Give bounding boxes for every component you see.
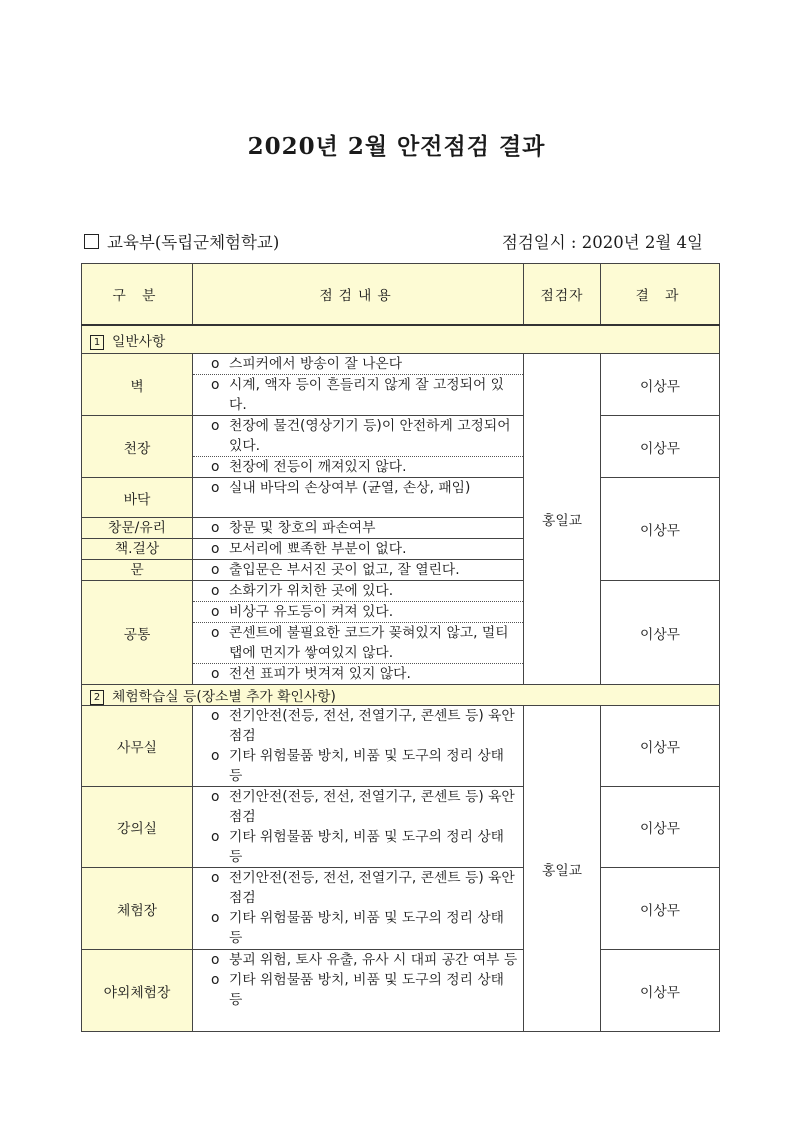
content-cell	[193, 354, 524, 416]
table-row	[82, 787, 720, 868]
table-row	[82, 706, 720, 787]
check-item: o 천장에 전등이 깨져있지 않다.	[193, 457, 523, 477]
category-cell: 체험장	[82, 868, 193, 950]
check-item: o 시계, 액자 등이 흔들리지 않게 잘 고정되어 있다.	[193, 375, 523, 415]
check-item: o 콘센트에 불필요한 코드가 꽂혀있지 않고, 멀티탭에 먼지가 쌓여있지 않다.	[193, 623, 523, 664]
table-row	[82, 478, 720, 518]
result-cell: 이상무	[601, 787, 720, 868]
category-cell: 벽	[82, 354, 193, 416]
check-item: o 실내 바닥의 손상여부 (균열, 손상, 패임)	[193, 478, 523, 498]
checkbox-icon	[84, 234, 99, 249]
check-item: o 붕괴 위험, 토사 유출, 유사 시 대피 공간 여부 등	[193, 950, 523, 970]
check-item: o 전선 표피가 벗겨져 있지 않다.	[193, 664, 523, 684]
content-cell	[193, 560, 524, 581]
result-cell: 이상무	[601, 868, 720, 950]
inspector-cell: 홍일교	[524, 706, 601, 1032]
result-cell: 이상무	[601, 354, 720, 416]
section-number: 1	[90, 335, 104, 350]
org-name: 교육부(독립군체험학교)	[107, 233, 280, 252]
category-cell: 책.걸상	[82, 539, 193, 560]
check-item: o 전기안전(전등, 전선, 전열기구, 콘센트 등) 육안점검	[193, 787, 523, 827]
check-item: o 출입문은 부서진 곳이 없고, 잘 열린다.	[193, 560, 523, 580]
check-item: o 창문 및 창호의 파손여부	[193, 518, 523, 538]
section-locations	[82, 685, 720, 706]
check-item: o 비상구 유도등이 켜져 있다.	[193, 602, 523, 623]
header-category: 구 분	[82, 264, 193, 326]
content-cell	[193, 518, 524, 539]
check-item: o 기타 위험물품 방치, 비품 및 도구의 정리 상태 등	[193, 746, 523, 786]
content-cell	[193, 787, 524, 868]
check-item: o 소화기가 위치한 곳에 있다.	[193, 581, 523, 602]
section-number: 2	[90, 690, 104, 705]
table-header	[82, 264, 720, 326]
content-cell	[193, 539, 524, 560]
org-line	[84, 229, 279, 253]
page-title: 2020년 2월 안전점검 결과	[247, 133, 546, 160]
check-item: o 기타 위험물품 방치, 비품 및 도구의 정리 상태 등	[193, 827, 523, 867]
content-cell	[193, 868, 524, 950]
table-row	[82, 950, 720, 1032]
section-label: 일반사항	[112, 333, 166, 350]
check-item: o 모서리에 뾰족한 부분이 없다.	[193, 539, 523, 559]
content-cell	[193, 478, 524, 518]
content-cell	[193, 416, 524, 478]
result-cell: 이상무	[601, 706, 720, 787]
table-row	[82, 868, 720, 950]
table-row	[82, 581, 720, 685]
inspection-table	[81, 263, 720, 1032]
inspection-date: 점검일시 : 2020년 2월 4일	[501, 233, 703, 252]
result-cell: 이상무	[601, 950, 720, 1032]
content-cell	[193, 706, 524, 787]
category-cell: 공통	[82, 581, 193, 685]
category-cell: 바닥	[82, 478, 193, 518]
table-row	[82, 416, 720, 478]
category-cell: 문	[82, 560, 193, 581]
header-content: 점검내용	[193, 264, 524, 326]
inspector-cell: 홍일교	[524, 354, 601, 685]
result-cell: 이상무	[601, 581, 720, 685]
header-inspector: 점검자	[524, 264, 601, 326]
check-item: o 기타 위험물품 방치, 비품 및 도구의 정리 상태 등	[193, 908, 523, 948]
content-cell	[193, 950, 524, 1032]
category-cell: 야외체험장	[82, 950, 193, 1032]
result-cell: 이상무	[601, 416, 720, 478]
category-cell: 창문/유리	[82, 518, 193, 539]
result-cell: 이상무	[601, 478, 720, 581]
check-item: o 기타 위험물품 방치, 비품 및 도구의 정리 상태 등	[193, 970, 523, 1010]
category-cell: 사무실	[82, 706, 193, 787]
category-cell: 천장	[82, 416, 193, 478]
check-item: o 스피커에서 방송이 잘 나온다	[193, 354, 523, 375]
section-label: 체험학습실 등(장소별 추가 확인사항)	[112, 689, 336, 705]
category-cell: 강의실	[82, 787, 193, 868]
check-item: o 전기안전(전등, 전선, 전열기구, 콘센트 등) 육안점검	[193, 868, 523, 908]
check-item: o 전기안전(전등, 전선, 전열기구, 콘센트 등) 육안점검	[193, 706, 523, 746]
content-cell	[193, 581, 524, 685]
header-result: 결 과	[601, 264, 720, 326]
section-general	[82, 325, 720, 354]
table-row	[82, 354, 720, 416]
check-item: o 천장에 물건(영상기기 등)이 안전하게 고정되어 있다.	[193, 416, 523, 457]
